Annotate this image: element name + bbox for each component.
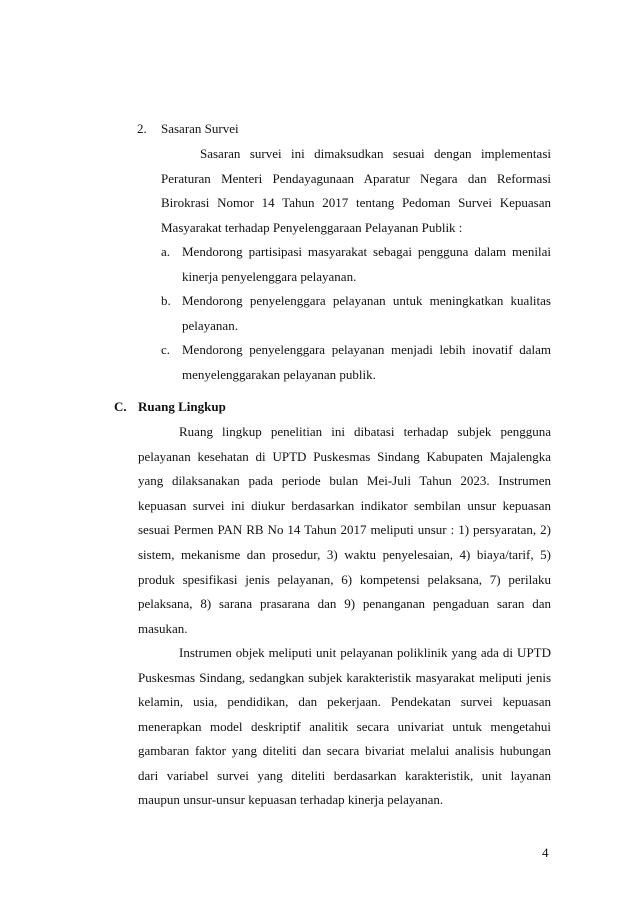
item-2-intro-line-2: Peraturan Menteri Pendayagunaan Aparatur Negara dan Reformasi <box>161 171 551 186</box>
point-a-line-1: Mendorong partisipasi masyarakat sebagai pengguna dalam menilai <box>182 244 551 259</box>
paragraph-1-line-5: sesuai Permen PAN RB No 14 Tahun 2017 meliputi unsur : 1) persyaratan, 2) <box>138 522 551 537</box>
item-2-number: 2. <box>137 121 147 136</box>
point-b-line-1: Mendorong penyelenggara pelayanan untuk meningkatkan kualitas <box>182 293 551 308</box>
paragraph-1-line-1: Ruang lingkup penelitian ini dibatasi terhadap subjek pengguna <box>179 424 551 439</box>
paragraph-2-line-6: dari variabel survei yang diteliti berdasarkan karakteristik, unit layanan <box>138 768 551 783</box>
item-2-intro-line-4: Masyarakat terhadap Penyelenggaraan Pelayanan Publik : <box>161 220 463 235</box>
section-c-label: C. <box>114 399 127 414</box>
point-c-marker: c. <box>161 342 171 357</box>
point-a-marker: a. <box>161 244 171 259</box>
point-c-line-1: Mendorong penyelenggara pelayanan menjadi lebih inovatif dalam <box>182 342 551 357</box>
paragraph-2-line-7: maupun unsur-unsur kepuasan terhadap kinerja pelayanan. <box>138 792 444 807</box>
paragraph-2-line-2: Puskesmas Sindang, sedangkan subjek karakteristik masyarakat meliputi jenis <box>138 670 551 685</box>
paragraph-1-line-8: pelaksana, 8) sarana prasarana dan 9) penanganan pengaduan saran dan <box>138 596 551 611</box>
point-c-line-2: menyelenggarakan pelayanan publik. <box>182 367 376 382</box>
item-2-title: Sasaran Survei <box>161 121 239 136</box>
paragraph-2-line-4: menerapkan model deskriptif analitik secara univariat untuk mengetahui <box>138 719 551 734</box>
paragraph-1-line-3: yang dilaksanakan pada periode bulan Mei-Juli Tahun 2023. Instrumen <box>138 473 551 488</box>
point-b-line-2: pelayanan. <box>182 318 238 333</box>
paragraph-2-line-1: Instrumen objek meliputi unit pelayanan poliklinik yang ada di UPTD <box>179 645 551 660</box>
paragraph-1-line-4: kepuasan survei ini diukur berdasarkan indikator sembilan unsur kepuasan <box>138 498 551 513</box>
point-b-marker: b. <box>161 293 171 308</box>
paragraph-1-line-7: produk spesifikasi jenis pelayanan, 6) kompetensi pelaksana, 7) perilaku <box>138 572 551 587</box>
paragraph-2-line-3: kelamin, usia, pendidikan, dan pekerjaan. Pendekatan survei kepuasan <box>138 694 551 709</box>
section-c-title: Ruang Lingkup <box>138 399 226 414</box>
item-2-intro-line-3: Birokrasi Nomor 14 Tahun 2017 tentang Pedoman Survei Kepuasan <box>161 195 551 210</box>
item-2-intro-line-1: Sasaran survei ini dimaksudkan sesuai dengan implementasi <box>200 146 551 161</box>
paragraph-1-line-9: masukan. <box>138 621 188 636</box>
point-a-line-2: kinerja penyelenggara pelayanan. <box>182 269 357 284</box>
paragraph-2-line-5: gambaran faktor yang diteliti dan secara bivariat melalui analisis hubungan <box>138 743 551 758</box>
paragraph-1-line-2: pelayanan kesehatan di UPTD Puskesmas Sindang Kabupaten Majalengka <box>138 449 551 464</box>
page-number: 4 <box>542 845 549 860</box>
paragraph-1-line-6: sistem, mekanisme dan prosedur, 3) waktu penyelesaian, 4) biaya/tarif, 5) <box>138 547 551 562</box>
